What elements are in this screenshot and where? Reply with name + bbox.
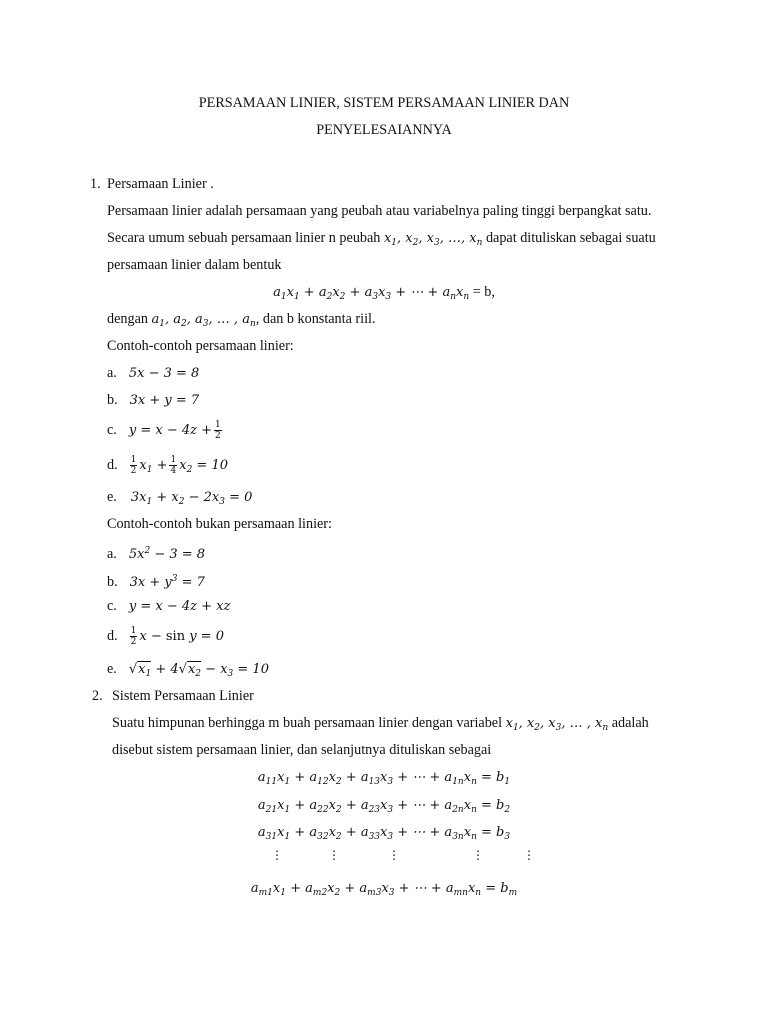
title-line-1: PERSAMAAN LINIER, SISTEM PERSAMAAN LINIER DAN [198, 95, 570, 111]
nonexample-b: b. $3x + y^3 = 7$ [107, 574, 205, 590]
example-d: d. $\frac{1}{2}$ $x_1$ + $\frac{1}{4}$ $x_2 = 10$ [107, 455, 228, 476]
coefficients-text: dengan $a_1$, $a_2$, $a_3$, … , $a_n$, dan b konstanta riil. [107, 311, 376, 329]
example-e: e. $3x_1 + x_2 - 2x_3 = 0$ [107, 489, 253, 507]
section-2-definition: Suatu himpunan berhingga m buah persamaan linier dengan variabel $x_1$, $x_2$, $x_3$, … , $x_n$ adalah [112, 715, 649, 733]
section-1-general-form-text: Secara umum sebuah persamaan linier n peubah $x_1$, $x_2$, $x_3$, …, $x_n$ dapat dituliskan sebagai suatu [107, 230, 656, 248]
section-1-heading: Persamaan Linier . [107, 176, 214, 192]
nonexample-c: c. y = x − 4z + xz [107, 598, 231, 614]
example-c: c. y = x − 4z + $\frac{1}{2}$ [107, 420, 221, 441]
nonexample-a: a. $5x^2 - 3 = 8$ [107, 546, 206, 562]
section-1-number: 1. [90, 176, 101, 192]
vertical-ellipsis: ⋮ [271, 848, 283, 862]
vertical-ellipsis: ⋮ [472, 848, 484, 862]
example-a: a. 5x − 3 = 8 [107, 365, 200, 381]
examples-heading: Contoh-contoh persamaan linier: [107, 338, 294, 354]
section-2-intro: disebut sistem persamaan linier, dan selanjutnya dituliskan sebagai [112, 742, 492, 758]
section-2-number: 2. [92, 688, 103, 704]
section-1-definition: Persamaan linier adalah persamaan yang peubah atau variabelnya paling tinggi berpangkat satu. [107, 203, 652, 219]
vertical-ellipsis: ⋮ [523, 848, 535, 862]
vertical-ellipsis: ⋮ [328, 848, 340, 862]
general-linear-equation: $a_1x_1 + a_2x_2 + a_3x_3$ + ⋯ + $a_nx_n = b$, [273, 284, 495, 302]
section-2-heading: Sistem Persamaan Linier [112, 688, 254, 704]
example-b: b. 3x + y = 7 [107, 392, 200, 408]
vertical-ellipsis: ⋮ [388, 848, 400, 862]
section-1-form-intro: persamaan linier dalam bentuk [107, 257, 282, 273]
nonexamples-heading: Contoh-contoh bukan persamaan linier: [107, 516, 332, 532]
system-equation-1: $a_{11}x_1 + a_{12}x_2 + a_{13}x_3$ + ⋯ + $a_{1n}x_n = b_1$ [257, 770, 511, 787]
system-equation-m: $a_{m1}x_1 + a_{m2}x_2 + a_{m3}x_3$ + ⋯ + $a_{mn}x_n = b_m$ [250, 881, 518, 898]
title-line-2: PENYELESAIANNYA [316, 122, 452, 138]
nonexample-e: e. $√x_1 + 4√x_2 - x_3 = 10$ [107, 661, 269, 679]
nonexample-d: d. $\frac{1}{2}$ x − sin y = 0 [107, 626, 224, 647]
system-equation-3: $a_{31}x_1 + a_{32}x_2 + a_{33}x_3$ + ⋯ + $a_{3n}x_n = b_3$ [257, 825, 511, 842]
system-equation-2: $a_{21}x_1 + a_{22}x_2 + a_{23}x_3$ + ⋯ + $a_{2n}x_n = b_2$ [257, 798, 511, 815]
